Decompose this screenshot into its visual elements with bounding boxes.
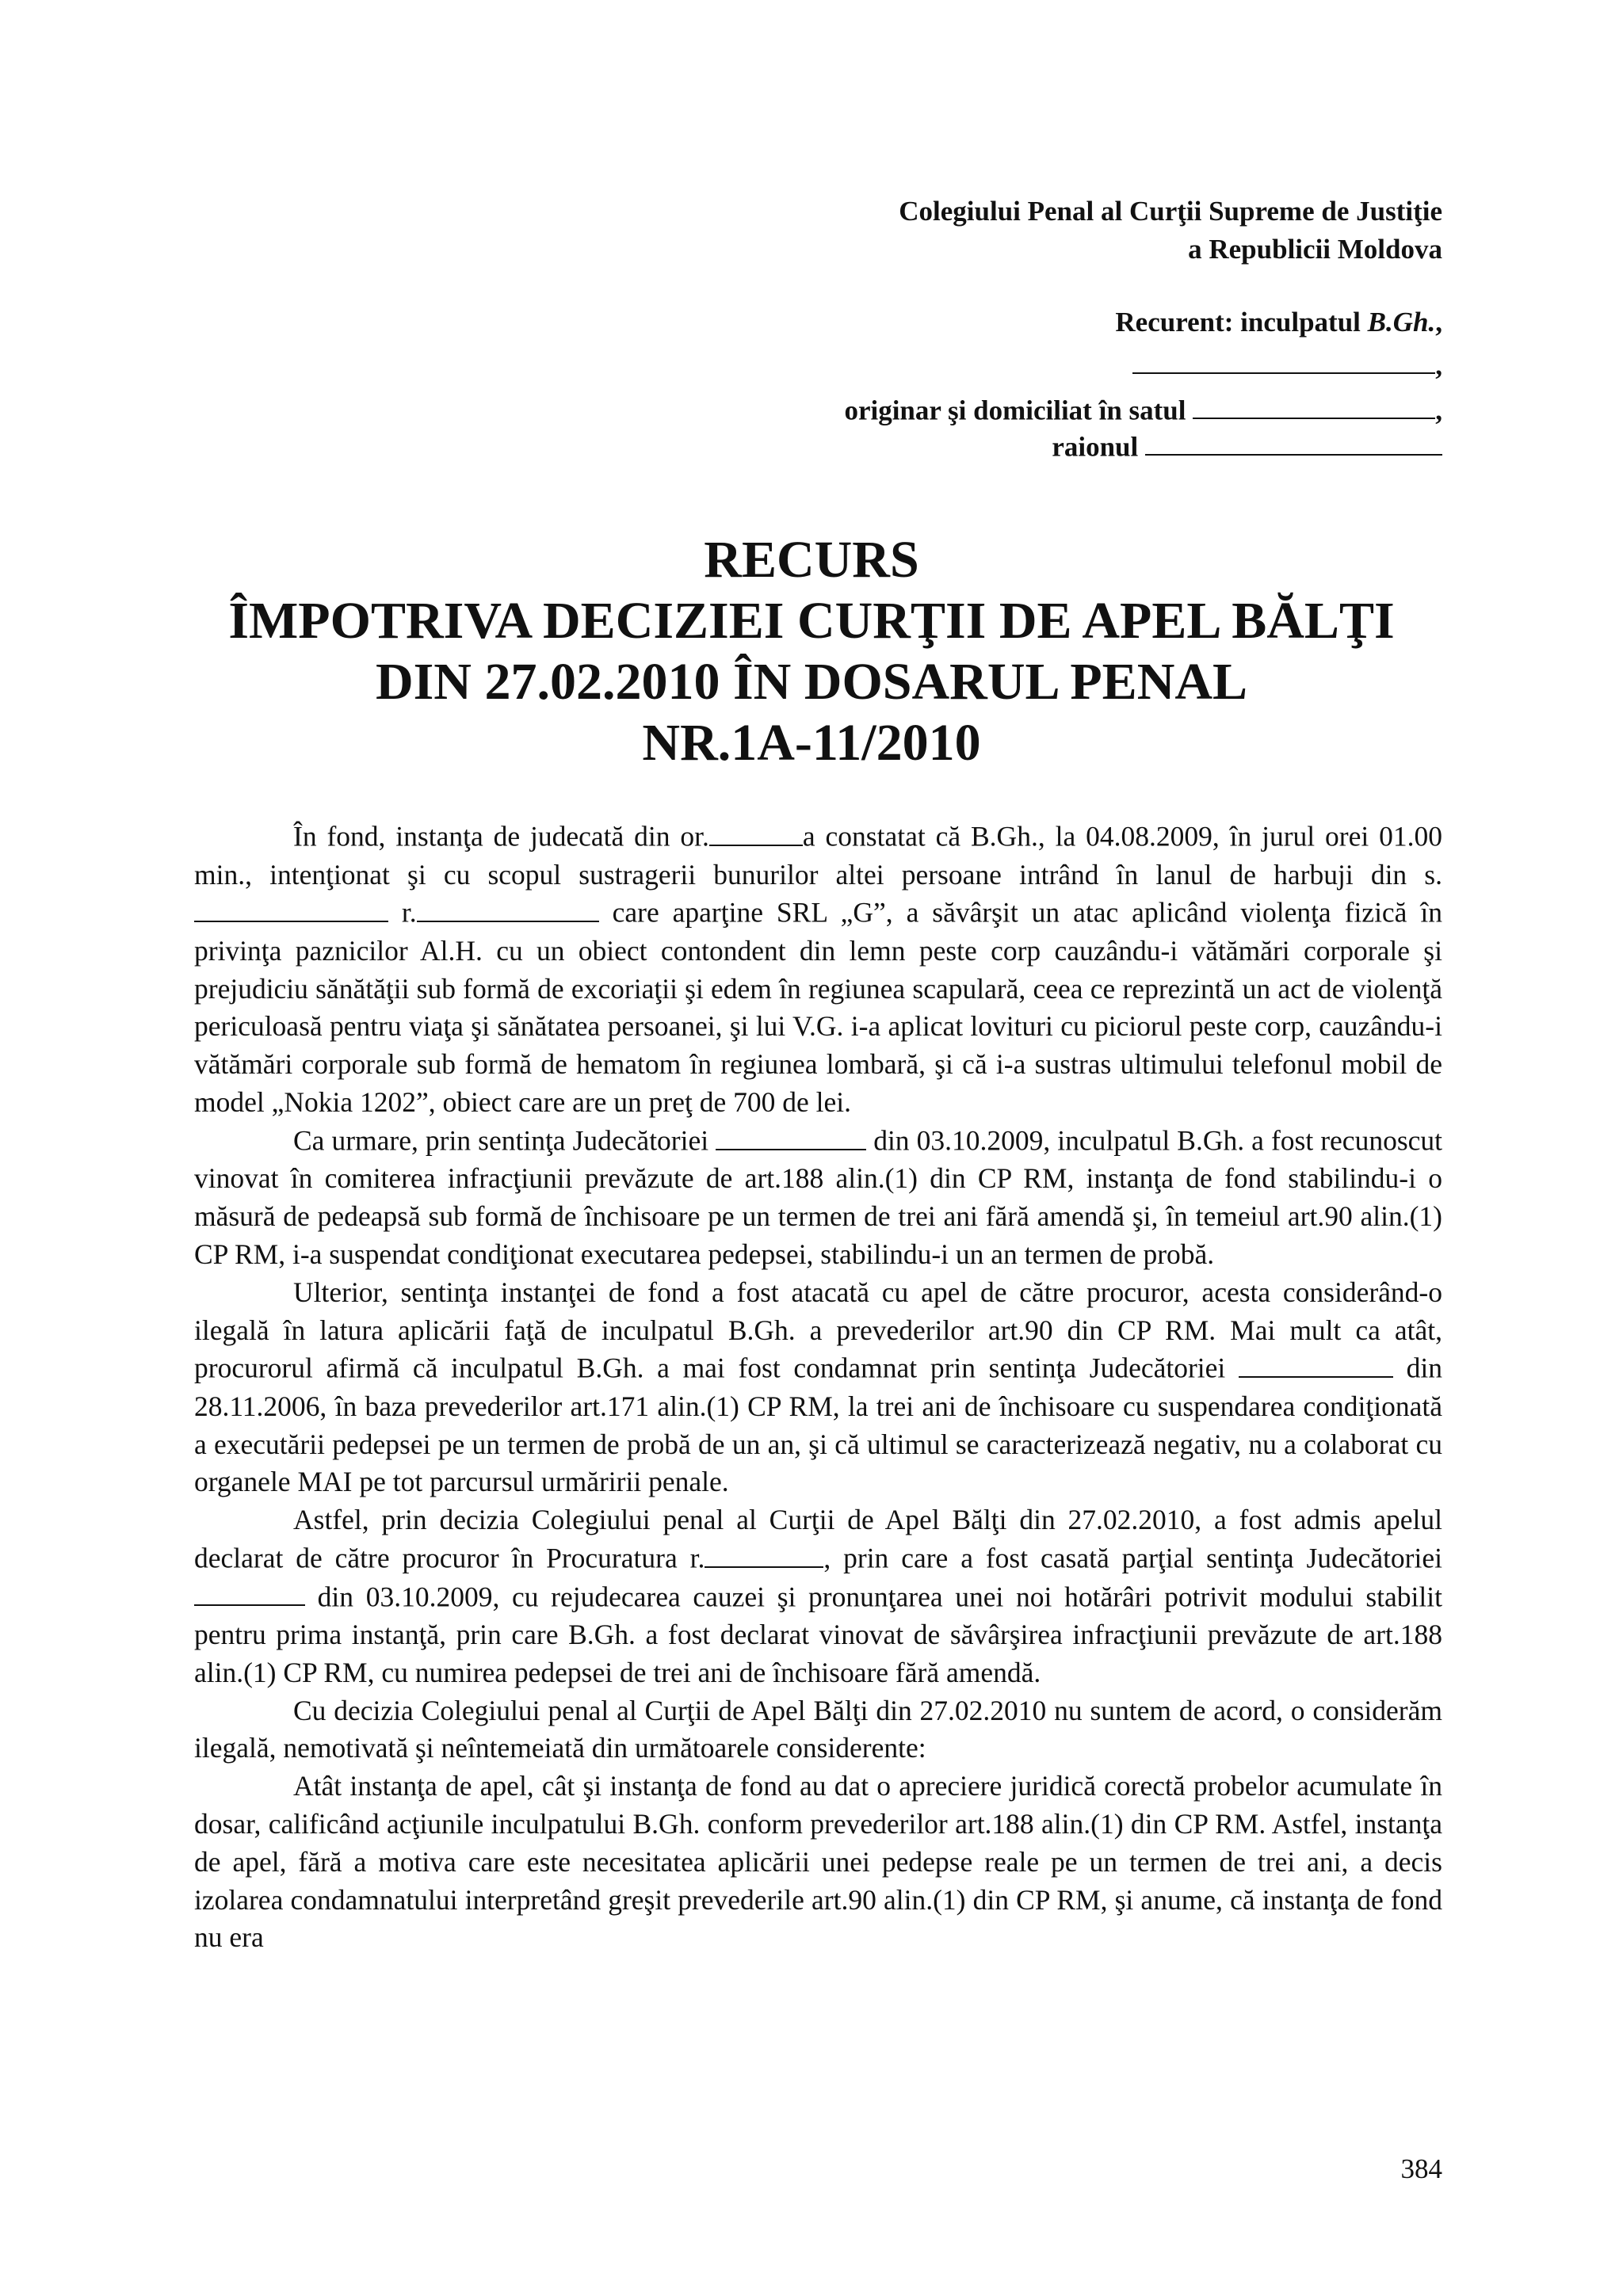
appellant-suffix: , xyxy=(1435,307,1442,338)
p3-text-b: din 28.11.2006, în baza prevederilor art.171 alin.(1) CP RM, la trei ani de închisoare cu suspendarea condiţionată a executării pedepsei pe un termen de probă de un an, şi că ultimul se caracterizează negativ, nu a colaborat cu organele MAI pe tot parcursul urmăririi penale. xyxy=(194,1352,1442,1498)
appellant-name: B.Gh. xyxy=(1367,307,1436,338)
blank-field xyxy=(1132,346,1435,374)
p4-text-b: , prin care a fost casată parţial sentinţa Judecătoriei xyxy=(823,1542,1442,1574)
blank-field xyxy=(716,1122,866,1150)
p2-text-a: Ca urmare, prin sentinţa Judecătoriei xyxy=(293,1124,716,1157)
title-line-3: DIN 27.02.2010 ÎN DOSARUL PENAL xyxy=(375,653,1248,711)
origin-label: originar şi domiciliat în satul xyxy=(844,395,1193,426)
page-number: 384 xyxy=(1400,2153,1442,2184)
paragraph-2 xyxy=(194,1122,1442,1274)
title-line-4: NR.1A-11/2010 xyxy=(642,714,981,772)
court-name-line2: a Republicii Moldova xyxy=(1188,234,1442,265)
blank-field xyxy=(709,818,803,846)
court-name-line1: Colegiului Penal al Curţii Supreme de Justiţie xyxy=(899,196,1442,227)
paragraph-4 xyxy=(194,1501,1442,1691)
p1-text-a: În fond, instanţa de judecată din or. xyxy=(293,820,709,852)
origin-line xyxy=(844,391,1442,429)
district-line xyxy=(1052,428,1442,466)
comma: , xyxy=(1435,349,1442,381)
comma: , xyxy=(1435,395,1442,426)
paragraph-6: Atât instanţa de apel, cât şi instanţa de fond au dat o apreciere juridică corectă probelor acumulate în dosar, calificând acţiunile inculpatului B.Gh. conform prevederilor art.188 alin.(1) din CP RM. Astfel, instanţa de apel, fără a motiva care este necesitatea aplicării unei pedepse reale pe un termen de trei ani, a decis izolarea condamnatului interpretând greşit prevederile art.90 alin.(1) din CP RM, şi anume, că instanţa de fond nu era xyxy=(194,1770,1442,1954)
paragraph-5: Cu decizia Colegiului penal al Curţii de Apel Bălţi din 27.02.2010 nu suntem de acord, o considerăm ilegală, nemotivată şi neîntemeiată din următoarele considerente: xyxy=(194,1694,1442,1764)
document-body xyxy=(194,818,1442,1957)
district-label: raionul xyxy=(1052,431,1145,463)
blank-field xyxy=(194,894,388,922)
district-blank xyxy=(1145,428,1442,456)
document-title xyxy=(158,529,1465,773)
blank-field xyxy=(1239,1349,1393,1378)
blank-field xyxy=(417,894,599,922)
appellant-blank-line xyxy=(1132,346,1442,384)
appellant-prefix: Recurent: inculpatul xyxy=(1115,307,1368,338)
title-line-1: RECURS xyxy=(704,531,919,589)
p1-text-d: care aparţine SRL „G”, a săvârşit un atac aplicând violenţa fizică în privinţa paznicilor Al.H. cu un obiect contondent din lemn peste corp cauzându-i vătămări corporale şi prejudiciu sănătăţii sub formă de excoriaţii şi edem în regiunea scapulară, ceea ce reprezintă un act de violenţă periculoasă pentru viaţa şi sănătatea persoanei, şi lui V.G. i-a aplicat lovituri cu piciorul peste corp, cauzându-i vătămări corporale sub formă de hematom în regiunea lombară, şi că i-a sustras ultimului telefonul mobil de model „Nokia 1202”, obiect care are un preţ de 700 de lei. xyxy=(194,897,1442,1119)
paragraph-3 xyxy=(194,1274,1442,1502)
title-line-2: ÎMPOTRIVA DECIZIEI CURŢII DE APEL BĂLŢI xyxy=(228,592,1395,650)
p1-text-b: a constatat că B.Gh., la 04.08.2009, în jurul orei 01.00 min., intenţionat şi cu scopul sustragerii bunurilor altei persoane intrând în lanul de harbuji din s. xyxy=(194,820,1443,891)
blank-field xyxy=(705,1539,823,1568)
p3-text-a: Ulterior, sentinţa instanţei de fond a fost atacată cu apel de către procuror, acesta considerând-o ilegală în latura aplicării faţă de inculpatul B.Gh. a prevederilor art.90 din CP RM. Mai mult ca atât, procurorul afirmă că inculpatul B.Gh. a mai fost condamnat prin sentinţa Judecătoriei xyxy=(194,1276,1442,1385)
p4-text-a: Astfel, prin decizia Colegiului penal al Curţii de Apel Bălţi din 27.02.2010, a fost admis apelul declarat de către procuror în Procuratura r. xyxy=(194,1504,1442,1574)
paragraph-1 xyxy=(194,818,1442,1122)
blank-field xyxy=(194,1578,305,1607)
p1-text-c: r. xyxy=(388,897,417,929)
appellant-line xyxy=(1115,303,1442,341)
p2-text-b: din 03.10.2009, inculpatul B.Gh. a fost recunoscut vinovat în comiterea infracţiunii prevăzute de art.188 alin.(1) din CP RM, instanţa de fond stabilindu-i o măsură de pedeapsă sub formă de închisoare pe un termen de trei ani fără amendă şi, în temeiul art.90 alin.(1) CP RM, i-a suspendat condiţionat executarea pedepsei, stabilindu-i un an termen de probă. xyxy=(194,1124,1443,1270)
p4-text-c: din 03.10.2009, cu rejudecarea cauzei şi pronunţarea unei noi hotărâri potrivit modului stabilit pentru prima instanţă, prin care B.Gh. a fost declarat vinovat de săvârşirea infracţiunii prevăzute de art.188 alin.(1) CP RM, cu numirea pedepsei de trei ani de închisoare fără amendă. xyxy=(194,1581,1442,1688)
village-blank xyxy=(1193,391,1435,419)
